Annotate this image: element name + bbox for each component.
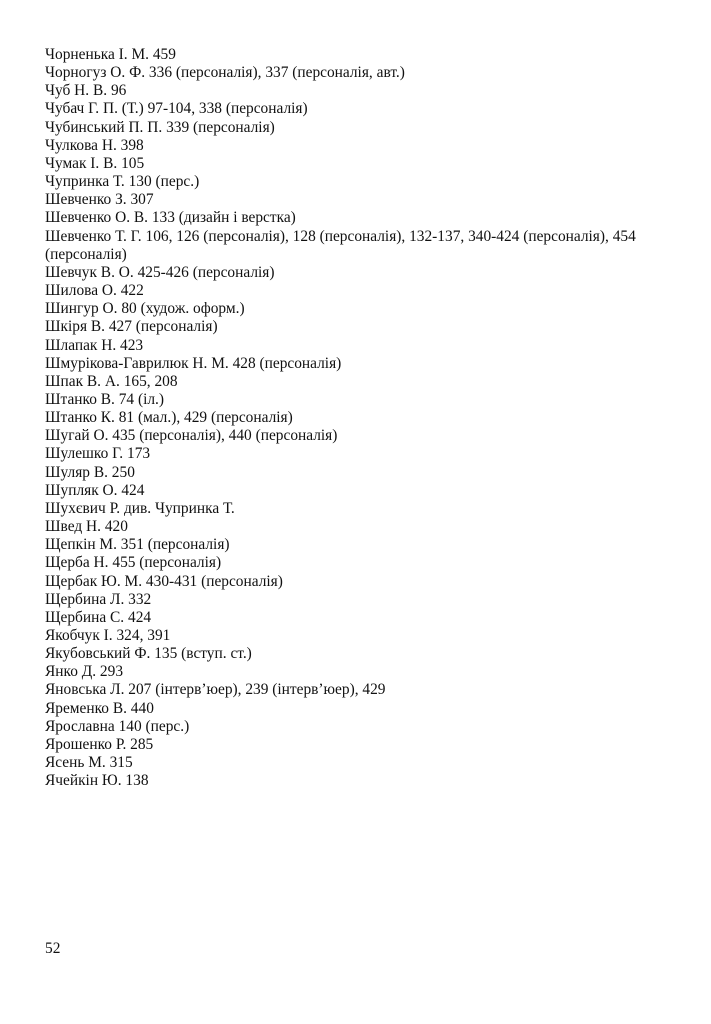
- index-entry: Шкіря В. 427 (персоналія): [45, 318, 218, 336]
- index-entry: Шуляр В. 250: [45, 463, 135, 481]
- index-entry: Шухєвич Р. див. Чупринка Т.: [45, 499, 235, 517]
- index-entry: Чубач Г. П. (Т.) 97-104, 338 (персоналія): [45, 100, 308, 118]
- index-entry: Яновська Л. 207 (інтерв’юер), 239 (інтерв’юер), 429: [45, 681, 386, 699]
- index-entry: Шевченко З. 307: [45, 191, 154, 209]
- index-entry: Якобчук І. 324, 391: [45, 627, 171, 644]
- index-entry: Чорногуз О. Ф. 336 (персоналія), 337 (персоналія, авт.): [45, 64, 405, 82]
- index-entry: Ярошенко Р. 285: [45, 735, 154, 753]
- index-entry: Щербина С. 424: [45, 608, 152, 626]
- index-entry: Чубинський П. П. 339 (персоналія): [45, 118, 275, 136]
- index-entry: Шлапак Н. 423: [45, 336, 144, 354]
- index-entry: Щепкін М. 351 (персоналія): [45, 536, 230, 554]
- name-index-list: [45, 46, 645, 790]
- index-entry: Шевченко Т. Г. 106, 126 (персоналія), 128 (персоналія), 132-137, 340-424 (персоналія), 454 (персоналія): [45, 227, 636, 263]
- index-entry: Шупляк О. 424: [45, 481, 145, 499]
- index-entry: Ячейкін Ю. 138: [45, 772, 149, 790]
- index-entry: Янко Д. 293: [45, 663, 124, 681]
- index-entry: Шугай О. 435 (персоналія), 440 (персоналія): [45, 427, 338, 445]
- index-entry: Штанко В. 74 (іл.): [45, 390, 164, 408]
- index-entry: Якубовський Ф. 135 (вступ. ст.): [45, 645, 252, 663]
- index-entry: Шпак В. А. 165, 208: [45, 372, 178, 390]
- index-entry: Чорненька І. М. 459: [45, 46, 176, 63]
- index-entry: Штанко К. 81 (мал.), 429 (персоналія): [45, 409, 293, 427]
- index-entry: Ярославна 140 (перс.): [45, 717, 190, 735]
- index-entry: Щербак Ю. М. 430-431 (персоналія): [45, 572, 283, 590]
- index-entry: Чупринка Т. 130 (перс.): [45, 173, 200, 191]
- index-entry: Шмурікова-Гаврилюк Н. М. 428 (персоналія): [45, 354, 342, 372]
- page-number: 52: [45, 940, 61, 957]
- index-entry: Чуб Н. В. 96: [45, 82, 127, 100]
- index-entry: Ясень М. 315: [45, 754, 133, 772]
- index-entry: Шевчук В. О. 425-426 (персоналія): [45, 263, 275, 281]
- index-entry: Швед Н. 420: [45, 518, 128, 536]
- index-entry: Щербина Л. 332: [45, 590, 152, 608]
- index-entry: Шилова О. 422: [45, 282, 144, 300]
- index-entry: Чумак І. В. 105: [45, 154, 145, 172]
- index-entry: Яременко В. 440: [45, 699, 154, 717]
- index-entry: Шевченко О. В. 133 (дизайн і верстка): [45, 209, 296, 227]
- index-entry: Шингур О. 80 (худож. оформ.): [45, 300, 245, 318]
- index-entry: Чулкова Н. 398: [45, 136, 144, 154]
- index-entry: Шулешко Г. 173: [45, 445, 151, 463]
- index-entry: Щерба Н. 455 (персоналія): [45, 554, 222, 572]
